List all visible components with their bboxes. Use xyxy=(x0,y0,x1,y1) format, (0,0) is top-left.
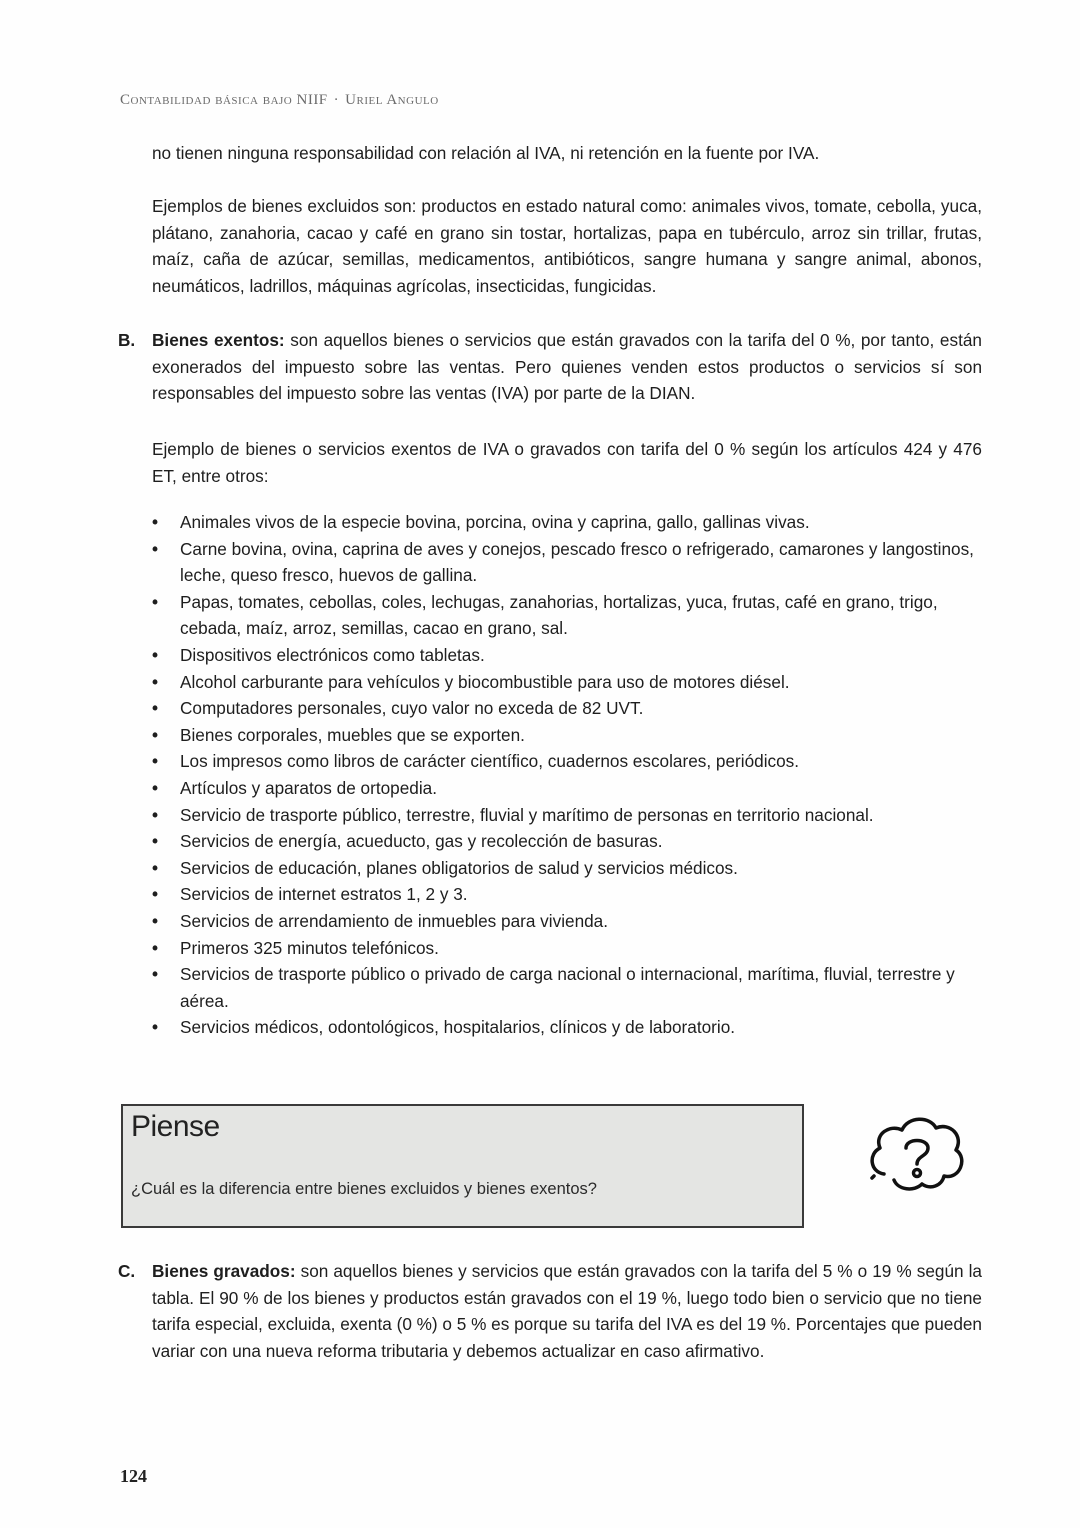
excluded-goods-examples: Ejemplos de bienes excluidos son: productos en estado natural como: animales vivos, tomate, cebolla, yuca, plátano, zanahoria, cacao y café en grano sin tostar, hortalizas, papa en tubérculo, arroz sin trillar, frutas, maíz, caña de azúcar, semillas, medicamentos, antibióticos, sangre humana y sangre animal, abonos, neumáticos, ladrillos, máquinas agrícolas, insecticidas, fungicidas. xyxy=(152,196,982,296)
list-item-text: Servicios de educación, planes obligatorios de salud y servicios médicos. xyxy=(180,857,738,878)
thought-bubble-question-icon xyxy=(862,1110,972,1200)
bullet-icon: • xyxy=(152,884,159,905)
list-item xyxy=(152,669,982,696)
list-item xyxy=(152,855,982,882)
bullet-icon: • xyxy=(152,964,159,985)
bullet-icon: • xyxy=(152,1017,159,1038)
list-item xyxy=(152,1014,982,1041)
list-item xyxy=(152,802,982,829)
section-text: son aquellos bienes o servicios que están gravados con la tarifa del 0 %, por tanto, están exonerados del impuesto sobre las ventas. Pero quienes venden estos productos o servicios sí son responsables del impuesto sobre las ventas (IVA) por parte de la DIAN. xyxy=(152,330,982,403)
list-item xyxy=(152,695,982,722)
list-item xyxy=(152,722,982,749)
bullet-icon: • xyxy=(152,591,159,612)
section-taxed-goods xyxy=(118,1258,982,1364)
list-item-text: Bienes corporales, muebles que se exporten. xyxy=(180,724,525,745)
book-title: Contabilidad básica bajo NIIF xyxy=(120,92,328,108)
list-item-text: Servicio de trasporte público, terrestre, fluvial y marítimo de personas en territorio nacional. xyxy=(180,804,874,825)
list-item xyxy=(152,642,982,669)
header-separator: · xyxy=(333,92,340,108)
section-term: Bienes exentos: xyxy=(152,330,285,350)
section-exempt-goods xyxy=(118,327,982,407)
think-callout-box xyxy=(121,1104,804,1228)
running-header xyxy=(120,92,439,109)
section-term: Bienes gravados: xyxy=(152,1261,296,1281)
list-item-text: Alcohol carburante para vehículos y biocombustible para uso de motores diésel. xyxy=(180,671,790,692)
section-body xyxy=(152,327,982,407)
page-number: 124 xyxy=(120,1466,147,1486)
intro-paragraph: no tienen ninguna responsabilidad con relación al IVA, ni retención en la fuente por IVA. xyxy=(152,143,820,163)
bullet-icon: • xyxy=(152,724,159,745)
list-item-text: Servicios de energía, acueducto, gas y recolección de basuras. xyxy=(180,831,663,852)
list-item-text: Dispositivos electrónicos como tabletas. xyxy=(180,644,485,665)
list-item xyxy=(152,748,982,775)
bullet-icon: • xyxy=(152,751,159,772)
list-item xyxy=(152,509,982,536)
section-letter: C. xyxy=(118,1261,136,1281)
bullet-icon: • xyxy=(152,698,159,719)
list-item-text: Animales vivos de la especie bovina, porcina, ovina y caprina, gallo, gallinas vivas. xyxy=(180,512,810,532)
bullet-icon: • xyxy=(152,804,159,825)
list-item xyxy=(152,908,982,935)
list-item-text: Servicios médicos, odontológicos, hospitalarios, clínicos y de laboratorio. xyxy=(180,1017,736,1038)
list-item xyxy=(152,935,982,962)
callout-title: Piense xyxy=(131,1110,220,1143)
list-item xyxy=(152,881,982,908)
list-item-text: Computadores personales, cuyo valor no exceda de 82 UVT. xyxy=(180,698,644,719)
list-item-text: Carne bovina, ovina, caprina de aves y conejos, pescado fresco o refrigerado, camarones y langostinos, leche, queso fresco, huevos de gallina. xyxy=(180,538,974,586)
bullet-icon: • xyxy=(152,910,159,931)
exempt-examples-intro: Ejemplo de bienes o servicios exentos de IVA o gravados con tarifa del 0 % según los artículos 424 y 476 ET, entre otros: xyxy=(152,439,982,486)
list-item-text: Primeros 325 minutos telefónicos. xyxy=(180,937,439,958)
list-item-text: Los impresos como libros de carácter científico, cuadernos escolares, periódicos. xyxy=(180,751,800,772)
bullet-icon: • xyxy=(152,671,159,692)
list-item xyxy=(152,828,982,855)
list-item-text: Servicios de internet estratos 1, 2 y 3. xyxy=(180,884,468,905)
section-letter: B. xyxy=(118,330,136,350)
bullet-icon: • xyxy=(152,644,159,665)
bullet-icon: • xyxy=(152,512,159,532)
bullet-icon: • xyxy=(152,857,159,878)
list-item xyxy=(152,536,982,589)
list-item-text: Artículos y aparatos de ortopedia. xyxy=(180,777,438,798)
list-item-text: Papas, tomates, cebollas, coles, lechugas, zanahorias, hortalizas, yuca, frutas, café en grano, trigo, cebada, maíz, arroz, semillas, cacao en grano, sal. xyxy=(180,591,938,639)
list-item-text: Servicios de trasporte público o privado de carga nacional o internacional, marítima, fluvial, terrestre y aérea. xyxy=(180,964,955,1011)
list-item xyxy=(152,775,982,802)
bullet-icon: • xyxy=(152,937,159,958)
list-item-text: Servicios de arrendamiento de inmuebles para vivienda. xyxy=(180,910,609,931)
list-item xyxy=(152,961,982,1014)
author-name: Uriel Angulo xyxy=(345,92,439,108)
list-item xyxy=(152,589,982,642)
callout-question: ¿Cuál es la diferencia entre bienes excluidos y bienes exentos? xyxy=(131,1180,597,1198)
section-text: son aquellos bienes y servicios que están gravados con la tarifa del 5 % o 19 % según la tabla. El 90 % de los bienes y productos están gravados con el 19 %, luego todo bien o servicio que no tiene tarifa especial, excluida, exenta (0 %) o 5 % es porque su tarifa del IVA es del 19 %. Porcentajes que pueden variar con una nueva reforma tributaria y debemos actualizar en caso afirmativo. xyxy=(152,1261,982,1361)
exempt-items-list xyxy=(152,509,982,1041)
bullet-icon: • xyxy=(152,777,159,798)
bullet-icon: • xyxy=(152,831,159,852)
section-body xyxy=(152,1258,982,1364)
bullet-icon: • xyxy=(152,538,159,559)
